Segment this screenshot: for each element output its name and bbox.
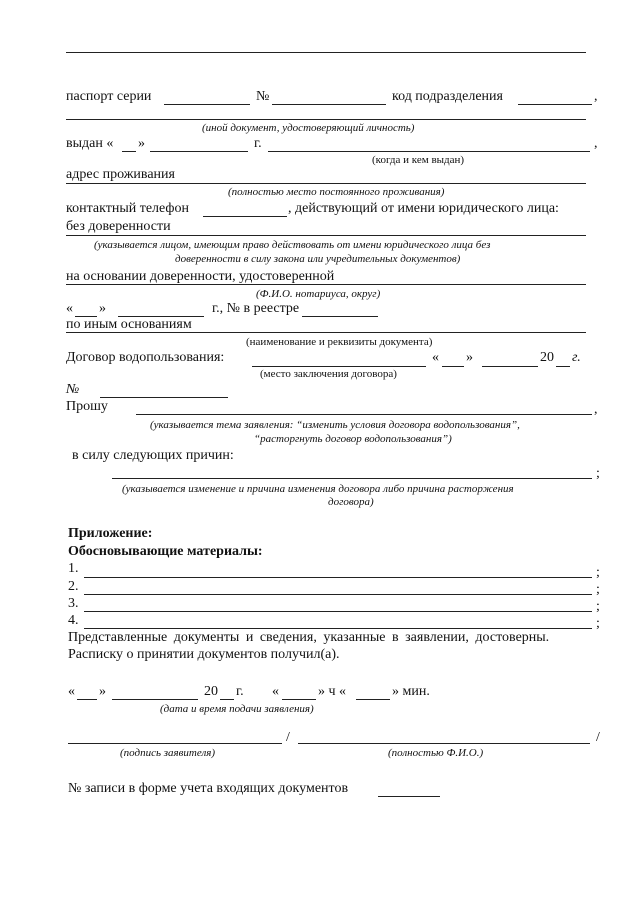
statement-line-2: Расписку о принятии документов получил(а). bbox=[68, 647, 340, 662]
date-quote-close: » bbox=[99, 684, 106, 699]
issued-year-label: г. bbox=[254, 136, 262, 151]
appendix-item-2-field[interactable] bbox=[84, 594, 592, 595]
contract-day-field[interactable] bbox=[442, 366, 464, 367]
issued-by-field[interactable] bbox=[268, 151, 590, 152]
appendix-title: Приложение: bbox=[68, 526, 153, 541]
top-rule bbox=[66, 52, 586, 53]
appendix-item-2-semicolon: ; bbox=[596, 582, 600, 597]
issued-comma: , bbox=[594, 136, 598, 151]
signature-field[interactable] bbox=[68, 743, 282, 744]
appendix-item-1: 1. bbox=[68, 561, 79, 576]
appendix-item-1-semicolon: ; bbox=[596, 565, 600, 580]
signature-slash-2: / bbox=[596, 730, 600, 745]
other-grounds-field[interactable] bbox=[66, 332, 586, 333]
issued-month-field[interactable] bbox=[150, 151, 248, 152]
power-field[interactable] bbox=[66, 284, 586, 285]
contract-month-field[interactable] bbox=[482, 366, 538, 367]
issued-day-field[interactable] bbox=[122, 151, 136, 152]
datetime-caption: (дата и время подачи заявления) bbox=[160, 703, 314, 715]
issued-label: выдан « bbox=[66, 136, 114, 151]
minute-label: » мин. bbox=[392, 684, 430, 699]
appendix-item-2: 2. bbox=[68, 579, 79, 594]
full-name-field[interactable] bbox=[298, 743, 590, 744]
request-label: Прошу bbox=[66, 399, 108, 414]
power-quote-open: « bbox=[66, 301, 73, 316]
acting-text: , действующий от имени юридического лица: bbox=[288, 201, 559, 216]
date-day-field[interactable] bbox=[77, 699, 97, 700]
no-power-caption-1: (указывается лицом, имеющим право действовать от имени юридического лица без bbox=[94, 239, 491, 251]
reasons-semicolon: ; bbox=[596, 466, 600, 481]
record-number-field[interactable] bbox=[378, 796, 440, 797]
contract-quote-open: « bbox=[432, 350, 439, 365]
issued-caption: (когда и кем выдан) bbox=[372, 154, 465, 166]
contract-label: Договор водопользования: bbox=[66, 350, 225, 365]
passport-number-field[interactable] bbox=[272, 104, 386, 105]
record-label: № записи в форме учета входящих документов bbox=[68, 781, 349, 796]
division-code-field[interactable] bbox=[518, 104, 592, 105]
other-document-field[interactable] bbox=[66, 119, 586, 120]
no-power-label: без доверенности bbox=[66, 219, 171, 234]
contract-year-field[interactable] bbox=[556, 366, 570, 367]
date-year-suffix: г. bbox=[236, 684, 244, 699]
minute-field[interactable] bbox=[356, 699, 390, 700]
appendix-item-4: 4. bbox=[68, 613, 79, 628]
registry-label: г., № в реестре bbox=[212, 301, 300, 316]
issued-quote-close: » bbox=[138, 136, 145, 151]
contract-year: 20 bbox=[540, 350, 554, 365]
statement-line-1: Представленные документы и сведения, указанные в заявлении, достоверны. bbox=[68, 630, 550, 645]
address-caption: (полностью место постоянного проживания) bbox=[228, 186, 445, 198]
contract-number-sign: № bbox=[66, 382, 80, 397]
reasons-field[interactable] bbox=[112, 478, 592, 479]
passport-number-sign: № bbox=[256, 89, 270, 104]
other-grounds-label: по иным основаниям bbox=[66, 317, 192, 332]
phone-label: контактный телефон bbox=[66, 201, 189, 216]
reasons-caption-1: (указывается изменение и причина изменения договора либо причина расторжения bbox=[122, 483, 514, 495]
request-field[interactable] bbox=[136, 414, 592, 415]
appendix-item-3: 3. bbox=[68, 596, 79, 611]
other-document-caption: (иной документ, удостоверяющий личность) bbox=[202, 122, 415, 134]
other-grounds-caption: (наименование и реквизиты документа) bbox=[246, 336, 433, 348]
date-year: 20 bbox=[204, 684, 218, 699]
date-month-field[interactable] bbox=[112, 699, 198, 700]
hour-label: » ч « bbox=[318, 684, 347, 699]
request-caption-2: “расторгнуть договор водопользования”) bbox=[254, 433, 452, 445]
passport-comma: , bbox=[594, 89, 598, 104]
appendix-item-3-field[interactable] bbox=[84, 611, 592, 612]
contract-number-field[interactable] bbox=[100, 397, 228, 398]
phone-field[interactable] bbox=[203, 216, 287, 217]
appendix-item-3-semicolon: ; bbox=[596, 599, 600, 614]
hour-quote-open: « bbox=[272, 684, 279, 699]
request-comma: , bbox=[594, 402, 598, 417]
date-quote-open: « bbox=[68, 684, 75, 699]
no-power-caption-2: доверенности в силу закона или учредительных документов) bbox=[175, 253, 461, 265]
date-year-field[interactable] bbox=[220, 699, 234, 700]
reasons-caption-2: договора) bbox=[328, 496, 374, 508]
address-label: адрес проживания bbox=[66, 167, 175, 182]
hour-field[interactable] bbox=[282, 699, 316, 700]
passport-series-field[interactable] bbox=[164, 104, 250, 105]
power-label: на основании доверенности, удостоверенной bbox=[66, 269, 335, 284]
reasons-label: в силу следующих причин: bbox=[72, 448, 234, 463]
contract-year-suffix: г. bbox=[572, 350, 581, 365]
address-field[interactable] bbox=[66, 183, 586, 184]
contract-quote-close: » bbox=[466, 350, 473, 365]
signature-slash-1: / bbox=[286, 730, 290, 745]
division-code-label: код подразделения bbox=[392, 89, 503, 104]
power-quote-close: » bbox=[99, 301, 106, 316]
registry-field[interactable] bbox=[302, 316, 378, 317]
appendix-subtitle: Обосновывающие материалы: bbox=[68, 544, 263, 559]
appendix-item-4-semicolon: ; bbox=[596, 616, 600, 631]
signature-caption: (подпись заявителя) bbox=[120, 747, 216, 759]
notary-caption: (Ф.И.О. нотариуса, округ) bbox=[256, 288, 381, 300]
appendix-item-4-field[interactable] bbox=[84, 628, 592, 629]
contract-place-field[interactable] bbox=[252, 366, 426, 367]
passport-series-label: паспорт серии bbox=[66, 89, 152, 104]
appendix-item-1-field[interactable] bbox=[84, 577, 592, 578]
no-power-field[interactable] bbox=[66, 235, 586, 236]
contract-place-caption: (место заключения договора) bbox=[260, 368, 397, 380]
full-name-caption: (полностью Ф.И.О.) bbox=[388, 747, 484, 759]
request-caption-1: (указывается тема заявления: “изменить условия договора водопользования”, bbox=[150, 419, 520, 431]
